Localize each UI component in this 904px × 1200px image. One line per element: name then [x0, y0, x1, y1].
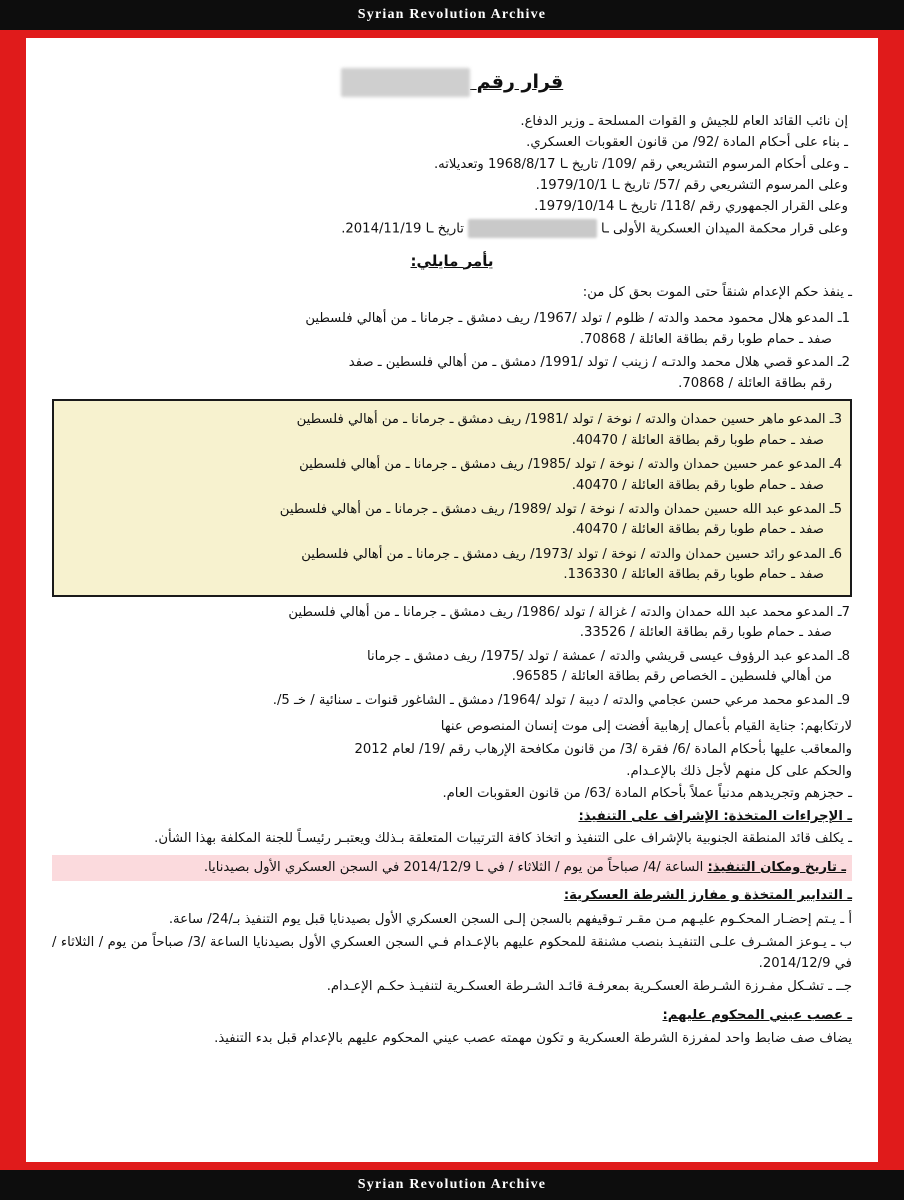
person-line1: ـ المدعو محمد مرعي حسن عجامي والدته / ديبة / تولد /1964/ دمشق ـ الشاغور قنوات ـ سنائية / خـ 5/.	[272, 692, 842, 708]
charge-line: والحكم على كل منهم لأجل ذلك بالإعـدام.	[626, 763, 852, 779]
datetime-body: الساعة /4/ صباحاً من يوم / الثلاثاء / في ـا 2014/12/9 في السجن العسكري الأول بصيدنايا.	[203, 859, 704, 875]
blindfold-heading: ـ عصب عيني المحكوم عليهم:	[662, 1007, 852, 1023]
person-number: 5	[833, 502, 842, 517]
blindfold-body: يضاف صف ضابط واحد لمفرزة الشرطة العسكرية و تكون مهمته عصب عيني المحكوم عليهم بالإعدام قبل بدء التنفيذ.	[214, 1030, 852, 1046]
decree-document	[26, 38, 878, 1162]
preamble-last-prefix: وعلى قرار محكمة الميدان العسكرية الأولى ـا	[600, 221, 848, 237]
preamble-block	[52, 112, 852, 240]
procedures-body: ـ يكلف قائد المنطقة الجنوبية بالإشراف على التنفيذ و اتخاذ كافة الترتيبات المتعلقة بـذلك ويعتبـر رئيسـاً للجنة المكلفة بهذا الشأن.	[154, 831, 852, 847]
preamble-line: إن نائب القائد العام للجيش و القوات المسلحة ـ وزير الدفاع.	[520, 113, 848, 129]
person-line2: صفد ـ حمام طوبا رقم بطاقة العائلة / 33526.	[579, 625, 832, 641]
preamble-line-redacted	[52, 219, 852, 240]
watermark-bottom: Syrian Revolution Archive	[0, 1170, 904, 1200]
person-line1: ـ المدعو محمد عبد الله حمدان والدته / غزالة / تولد /1986/ ريف دمشق ـ جرمانا ـ من أهالي فلسطين	[288, 604, 842, 620]
redacted-decree-number	[341, 68, 470, 97]
list-item	[60, 500, 844, 541]
measure-line: أ ـ يـتم إحضـار المحكـوم عليـهم مـن مقـر تـوقيفهم بالسجن إلـى السجن العسكري الأول بصيدنايا قبل يوم التنفيذ بـ/24/ ساعة.	[168, 911, 852, 927]
preamble-line: ـ بناء على أحكام المادة /92/ من قانون العقوبات العسكري.	[526, 135, 848, 151]
person-number: 1	[841, 311, 850, 327]
person-number: 7	[841, 604, 850, 620]
list-item	[60, 410, 844, 451]
person-line2: صفد ـ حمام طوبا رقم بطاقة العائلة / 40470.	[571, 477, 824, 493]
person-number: 2	[841, 355, 850, 371]
person-line2: صفد ـ حمام طوبا رقم بطاقة العائلة / 136330.	[563, 567, 824, 583]
list-item	[52, 603, 852, 644]
list-item	[52, 647, 852, 688]
person-line2: صفد ـ حمام طوبا رقم بطاقة العائلة / 40470.	[571, 432, 824, 448]
procedures-block	[52, 807, 852, 850]
person-line1: ـ المدعو عبد الله حسين حمدان والدته / نوخة / تولد /1989/ ريف دمشق ـ جرمانا ـ من أهالي فلسطين	[279, 502, 834, 517]
person-line1: ـ المدعو رائد حسين حمدان والدته / نوخة / تولد /1973/ ريف دمشق ـ جرمانا ـ من أهالي فلسطين	[301, 546, 834, 562]
preamble-last-suffix: تاريخ ـا 2014/11/19.	[341, 221, 464, 237]
datetime-heading: ـ تاريخ ومكان التنفيذ:	[707, 859, 846, 875]
list-item	[52, 353, 852, 394]
redacted-court-ref	[468, 219, 597, 238]
charges-block	[52, 717, 852, 805]
person-line2: صفد ـ حمام طوبا رقم بطاقة العائلة / 70868.	[579, 331, 832, 347]
person-line2: من أهالي فلسطين ـ الخصاص رقم بطاقة العائلة / 96585.	[511, 669, 832, 685]
list-item	[60, 545, 844, 586]
measures-block	[52, 886, 852, 997]
preamble-line: ـ وعلى أحكام المرسوم التشريعي رقم /109/ تاريخ ـا 1968/8/17 وتعديلاته.	[433, 156, 848, 172]
measures-heading: ـ التدابير المتخذة و مفارز الشرطة العسكرية:	[563, 888, 852, 904]
person-line1: ـ المدعو قصي هلال محمد والدتـه / زينب / تولد /1991/ دمشق ـ من أهالي فلسطين ـ صفد	[348, 355, 842, 371]
charge-line: ـ حجزهم وتجريدهم مدنياً عملاً بأحكام المادة /63/ من قانون العقوبات العام.	[442, 786, 852, 802]
person-line1: ـ المدعو عمر حسين حمدان والدته / نوخة / تولد /1985/ ريف دمشق ـ جرمانا ـ من أهالي فلسطين	[299, 457, 834, 473]
highlighted-persons-box	[52, 399, 852, 597]
person-number: 3	[833, 412, 842, 428]
execution-statement: ـ ينفذ حكم الإعدام شنقاً حتى الموت بحق كل من:	[582, 284, 852, 300]
charge-line: والمعاقب عليها بأحكام المادة /6/ فقرة /3/ من قانون مكافحة الإرهاب رقم /19/ لعام 2012	[354, 741, 852, 757]
procedures-heading: ـ الإجراءات المتخذة: الإشراف على التنفيذ:	[578, 808, 852, 824]
measure-line: ب ـ يـوعز المشـرف علـى التنفيـذ بنصب مشنقة للمحكوم عليهم بالإعـدام فـي السجن العسكري الأول بصيدنايا الساعة /3/ صباحاً من يوم / الثلاثاء / في 2014/12/9.	[52, 935, 852, 971]
charge-line: لارتكابهم: جناية القيام بأعمال إرهابية أفضت إلى موت إنسان المنصوص عنها	[440, 719, 852, 735]
measure-line: جــ ـ تشـكل مفـرزة الشـرطة العسكـرية بمعرفـة قائـد الشـرطة العسكـرية لتنفيـذ حكـم الإعـدام.	[326, 979, 852, 995]
person-line1: ـ المدعو ماهر حسين حمدان والدته / نوخة / تولد /1981/ ريف دمشق ـ جرمانا ـ من أهالي فلسطين	[296, 412, 834, 428]
person-line2: رقم بطاقة العائلة / 70868.	[678, 375, 832, 391]
person-line1: ـ المدعو عبد الرؤوف عيسى قريشي والدته / عمشة / تولد /1975/ ريف دمشق ـ جرمانا	[366, 648, 842, 664]
watermark-top: Syrian Revolution Archive	[0, 0, 904, 30]
preamble-line: وعلى القرار الجمهوري رقم /118/ تاريخ ـا 1979/10/14.	[534, 199, 848, 215]
person-number: 6	[833, 546, 842, 562]
person-line2: صفد ـ حمام طوبا رقم بطاقة العائلة / 40470.	[571, 522, 824, 538]
person-line1: ـ المدعو هلال محمود محمد والدته / ظلوم / تولد /1967/ ريف دمشق ـ جرمانا ـ من أهالي فلسطين	[305, 311, 842, 327]
list-item	[52, 309, 852, 350]
list-item	[60, 455, 844, 496]
execution-datetime-box	[52, 855, 852, 881]
list-item	[52, 691, 852, 711]
page-title	[52, 68, 852, 98]
person-number: 8	[841, 648, 850, 664]
preamble-line: وعلى المرسوم التشريعي رقم /57/ تاريخ ـا 1979/10/1.	[535, 178, 848, 194]
person-number: 9	[841, 692, 850, 708]
title-prefix: قرار رقم	[476, 71, 564, 94]
person-number: 4	[833, 457, 842, 473]
order-heading: يأمر مايلي:	[410, 251, 494, 270]
